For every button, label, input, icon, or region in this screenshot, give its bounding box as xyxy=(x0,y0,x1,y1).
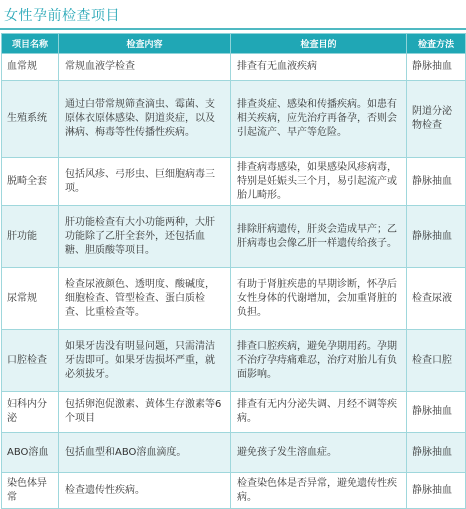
cell-method: 静脉抽血 xyxy=(407,206,466,268)
table-header-row xyxy=(2,34,466,54)
cell-method: 静脉抽血 xyxy=(407,54,466,81)
cell-method: 静脉抽血 xyxy=(407,473,466,509)
cell-purpose: 排查有无血液疾病 xyxy=(231,54,407,81)
table-row xyxy=(2,158,466,206)
exam-table xyxy=(1,33,466,509)
cell-method: 静脉抽血 xyxy=(407,392,466,433)
cell-method: 检查尿液 xyxy=(407,268,466,330)
cell-content: 肝功能检查有大小功能两种，大肝功能除了乙肝全套外，还包括血糖、胆质酸等项目。 xyxy=(59,206,231,268)
cell-name: 生殖系统 xyxy=(2,81,59,158)
cell-content: 检查遗传性疾病。 xyxy=(59,473,231,509)
column-header-method: 检查方法 xyxy=(407,34,466,54)
page-title: 女性孕前检查项目 xyxy=(4,8,120,24)
table-row xyxy=(2,206,466,268)
column-header-purpose: 检查目的 xyxy=(231,34,407,54)
cell-purpose: 避免孩子发生溶血症。 xyxy=(231,433,407,473)
table-row xyxy=(2,330,466,392)
cell-content: 检查尿液颜色、透明度、酸碱度，细胞检查、管型检查、蛋白质检查、比重检查等。 xyxy=(59,268,231,330)
cell-purpose: 排查病毒感染，如果感染风疹病毒，特别是妊娠头三个月，易引起流产或胎儿畸形。 xyxy=(231,158,407,206)
cell-name: 妇科内分泌 xyxy=(2,392,59,433)
table-row xyxy=(2,268,466,330)
cell-content: 常规血液学检查 xyxy=(59,54,231,81)
cell-name: 口腔检查 xyxy=(2,330,59,392)
cell-content: 包括卵泡促激素、黄体生存激素等6个项目 xyxy=(59,392,231,433)
cell-name: 尿常规 xyxy=(2,268,59,330)
cell-content: 通过白带常规筛查滴虫、霉菌、支原体衣原体感染、阴道炎症，以及淋病、梅毒等性传播性疾病。 xyxy=(59,81,231,158)
cell-purpose: 有助于肾脏疾患的早期诊断，怀孕后女性身体的代谢增加，会加重肾脏的负担。 xyxy=(231,268,407,330)
cell-content: 包括风疹、弓形虫、巨细胞病毒三项。 xyxy=(59,158,231,206)
cell-method: 静脉抽血 xyxy=(407,433,466,473)
cell-name: 血常规 xyxy=(2,54,59,81)
cell-method: 阴道分泌物检查 xyxy=(407,81,466,158)
cell-method: 检查口腔 xyxy=(407,330,466,392)
table-row xyxy=(2,473,466,509)
cell-purpose: 排查口腔疾病，避免孕期用药。孕期不治疗孕痔痛难忍，治疗对胎儿有负面影响。 xyxy=(231,330,407,392)
cell-content: 包括血型和ABO溶血滴度。 xyxy=(59,433,231,473)
cell-content: 如果牙齿没有明显问题，只需清洁牙齿即可。如果牙齿损坏严重，就必须拔牙。 xyxy=(59,330,231,392)
table-row xyxy=(2,54,466,81)
cell-purpose: 检查染色体是否异常，避免遗传性疾病。 xyxy=(231,473,407,509)
cell-method: 静脉抽血 xyxy=(407,158,466,206)
cell-purpose: 排除肝病遗传，肝炎会造成早产；乙肝病毒也会像乙肝一样遗传给孩子。 xyxy=(231,206,407,268)
cell-name: ABO溶血 xyxy=(2,433,59,473)
table-row xyxy=(2,81,466,158)
table-row xyxy=(2,392,466,433)
cell-name: 肝功能 xyxy=(2,206,59,268)
cell-purpose: 排查炎症、感染和传播疾病。如患有相关疾病，应先治疗再备孕，否则会引起流产、早产等危险。 xyxy=(231,81,407,158)
table-row xyxy=(2,433,466,473)
column-header-name: 项目名称 xyxy=(2,34,59,54)
column-header-content: 检查内容 xyxy=(59,34,231,54)
cell-purpose: 排查有无内分泌失调、月经不调等疾病。 xyxy=(231,392,407,433)
cell-name: 脱畸全套 xyxy=(2,158,59,206)
cell-name: 染色体异常 xyxy=(2,473,59,509)
title-bar xyxy=(0,0,466,30)
